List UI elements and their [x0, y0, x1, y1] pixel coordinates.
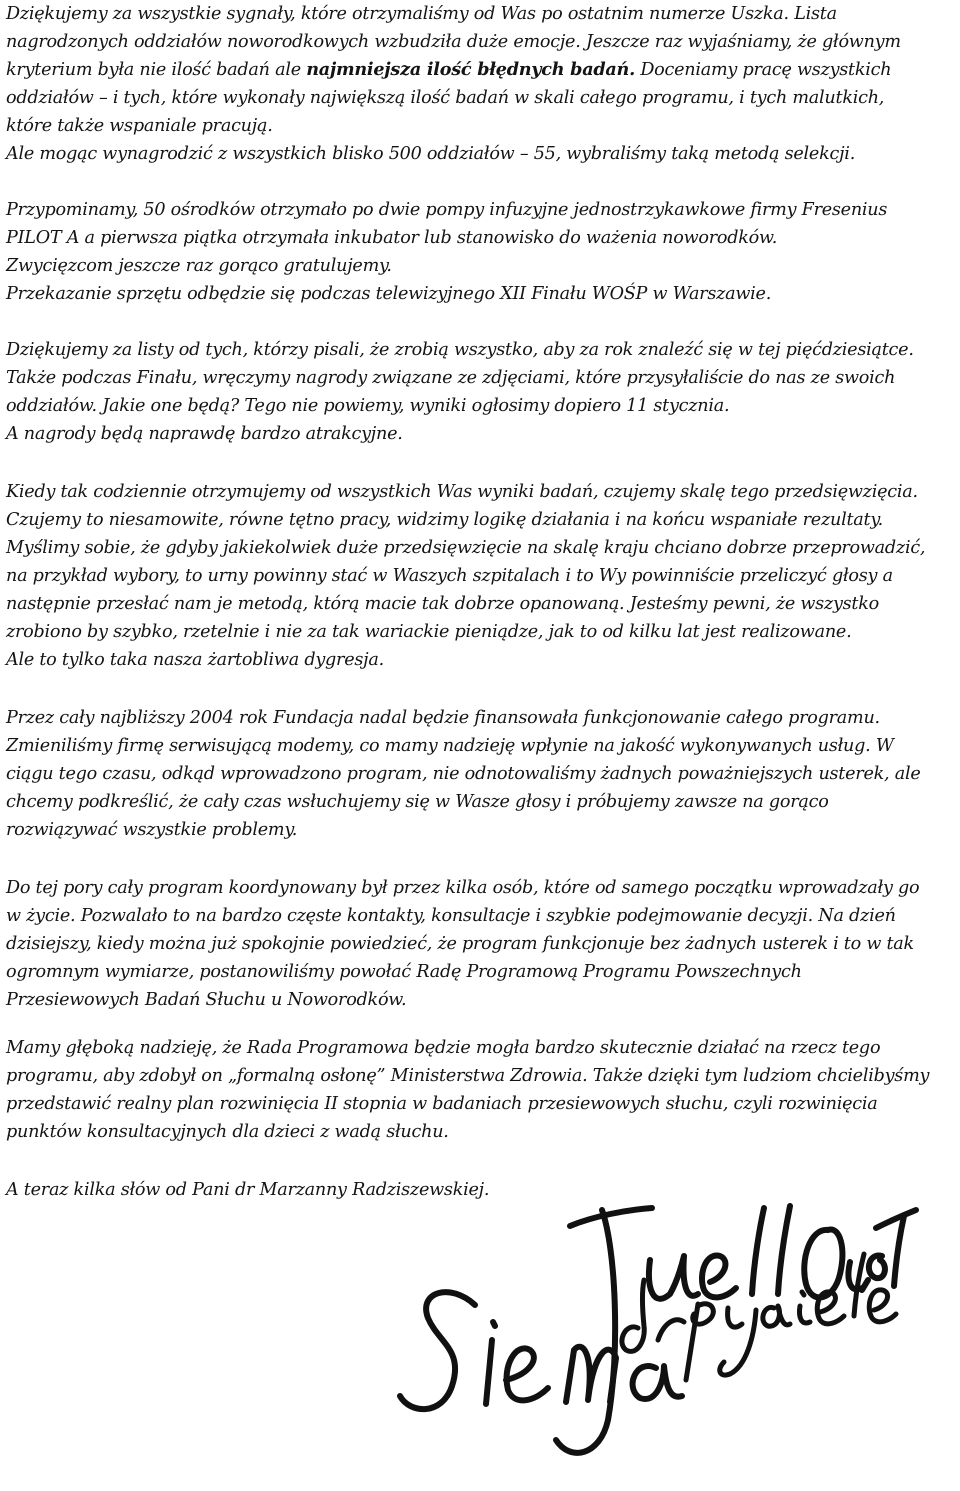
- signature-stroke: [876, 1210, 916, 1228]
- signature-stroke: [702, 1256, 736, 1298]
- text-line: Przypominamy, 50 ośrodków otrzymało po dwie pompy infuzyjne jednostrzykawkowe firmy Fresenius: [6, 200, 888, 220]
- text-line: Dziękujemy za wszystkie sygnały, które otrzymaliśmy od Was po ostatnim numerze Uszka. Lista: [6, 4, 837, 24]
- signature-stroke: [486, 1340, 492, 1404]
- signature-stroke: [752, 1208, 764, 1294]
- text-line: Do tej pory cały program koordynowany był przez kilka osób, które od samego początku wprowadzały go: [6, 878, 920, 898]
- text-line: oddziałów. Jakie one będą? Tego nie powiemy, wyniki ogłosimy dopiero 11 stycznia.: [6, 396, 730, 416]
- signature-stroke: [493, 1322, 495, 1326]
- text-line: [6, 56, 891, 84]
- text-line: w życie. Pozwalało to na bardzo częste kontakty, konsultacje i szybkie podejmowanie decyzji. Na dzień: [6, 906, 896, 926]
- text-line: Dziękujemy za listy od tych, którzy pisali, że zrobią wszystko, aby za rok znaleźć się w tej pięćdziesiątce.: [6, 340, 914, 360]
- signature-drawing: [380, 1190, 920, 1480]
- text-line: Także podczas Finału, wręczymy nagrody związane ze zdjęciami, które przysyłaliście do nas ze swoich: [6, 368, 896, 388]
- signature-stroke: [862, 1280, 868, 1290]
- text-line: Myślimy sobie, że gdyby jakiekolwiek duże przedsięwzięcie na skalę kraju chciano dobrze przeprowadzić,: [6, 538, 926, 558]
- text-line: ogromnym wymiarze, postanowiliśmy powołać Radę Programową Programu Powszechnych: [6, 962, 802, 982]
- text-line: Przekazanie sprzętu odbędzie się podczas telewizyjnego XII Finału WOŚP w Warszawie.: [6, 284, 772, 304]
- text-line: Przesiewowych Badań Słuchu u Noworodków.: [6, 990, 407, 1010]
- signature-stroke: [804, 1230, 842, 1298]
- text-line: zrobiono by szybko, rzetelnie i nie za tak wariackie pieniądze, jak to od kilku lat jest realizowane.: [6, 622, 852, 642]
- text-line: Ale to tylko taka nasza żartobliwa dygresja.: [6, 650, 384, 670]
- handwritten-signature-icon: [380, 1190, 920, 1480]
- signature-stroke: [556, 1210, 615, 1453]
- text-line: Zwycięzcom jeszcze raz gorąco gratulujemy.: [6, 256, 392, 276]
- signature-stroke: [506, 1348, 548, 1400]
- text-run: Doceniamy pracę wszystkich: [634, 60, 892, 80]
- text-line: punktów konsultacyjnych dla dzieci z wadą słuchu.: [6, 1122, 449, 1142]
- text-line: Czujemy to niesamowite, równe tętno pracy, widzimy logikę działania i na końcu wspaniałe rezultaty.: [6, 510, 884, 530]
- signature-stroke: [799, 1306, 810, 1323]
- bold-emphasis: najmniejsza ilość błędnych badań.: [306, 59, 635, 80]
- text-line: które także wspaniale pracują.: [6, 116, 273, 136]
- text-line: nagrodzonych oddziałów noworodkowych wzbudziła duże emocje. Jeszcze raz wyjaśniamy, że głównym: [6, 32, 901, 52]
- text-line: Ale mogąc wynagrodzić z wszystkich blisko 500 oddziałów – 55, wybraliśmy taką metodą selekcji.: [6, 144, 856, 164]
- signature-stroke: [649, 1256, 698, 1299]
- text-line: ciągu tego czasu, odkąd wprowadzono program, nie odnotowaliśmy żadnych poważniejszych usterek, ale: [6, 764, 921, 784]
- text-line: programu, aby zdobył on „formalną osłonę” Ministerstwa Zdrowia. Także dzięki tym ludziom chcielibyśmy: [6, 1066, 930, 1086]
- text-line: A teraz kilka słów od Pani dr Marzanny Radziszewskiej.: [6, 1180, 490, 1200]
- text-line: dzisiejszy, kiedy można już spokojnie powiedzieć, że program funkcjonuje bez żadnych usterek i to w tak: [6, 934, 914, 954]
- text-line: Kiedy tak codziennie otrzymujemy od wszystkich Was wyniki badań, czujemy skalę tego przedsięwzięcia.: [6, 482, 918, 502]
- signature-stroke: [802, 1292, 804, 1295]
- signature-stroke: [633, 1366, 682, 1399]
- signature-stroke: [720, 1310, 756, 1375]
- text-line: A nagrody będą naprawdę bardzo atrakcyjne.: [6, 424, 403, 444]
- text-run: kryterium była nie ilość badań ale: [6, 60, 307, 80]
- signature-stroke: [894, 1216, 904, 1286]
- text-line: rozwiązywać wszystkie problemy.: [6, 820, 298, 840]
- text-line: na przykład wybory, to urny powinny stać w Waszych szpitalach i to Wy powinniście przeliczyć głosy a: [6, 566, 893, 586]
- signature-stroke: [570, 1208, 652, 1226]
- signature-stroke: [869, 1256, 885, 1279]
- text-line: oddziałów – i tych, które wykonały największą ilość badań w skali całego programu, i tych malutkich,: [6, 88, 885, 108]
- signature-stroke: [622, 1280, 644, 1351]
- signature-stroke: [658, 1320, 684, 1340]
- signature-stroke: [778, 1206, 790, 1294]
- text-line: Przez cały najbliższy 2004 rok Fundacja nadal będzie finansowała funkcjonowanie całego programu.: [6, 708, 880, 728]
- signature-stroke: [763, 1306, 790, 1326]
- text-line: PILOT A a pierwsza piątka otrzymała inkubator lub stanowisko do ważenia noworodków.: [6, 228, 778, 248]
- signature-stroke: [400, 1292, 475, 1409]
- signature-stroke: [728, 1308, 742, 1327]
- signature-stroke: [566, 1347, 616, 1402]
- signature-stroke: [686, 1304, 713, 1380]
- signature-stroke: [817, 1292, 844, 1324]
- text-line: następnie przesłać nam je metodą, którą macie tak dobrze opanowaną. Jesteśmy pewni, że wszystko: [6, 594, 880, 614]
- text-line: przedstawić realny plan rozwinięcia II stopnia w badaniach przesiewowych słuchu, czyli rozwinięcia: [6, 1094, 878, 1114]
- text-line: Zmieniliśmy firmę serwisującą modemy, co mamy nadzieję wpłynie na jakość wykonywanych usług. W: [6, 736, 894, 756]
- text-line: Mamy głęboką nadzieję, że Rada Programowa będzie mogła bardzo skutecznie działać na rzecz tego: [6, 1038, 881, 1058]
- signature-stroke: [869, 1290, 896, 1322]
- text-line: chcemy podkreślić, że cały czas wsłuchujemy się w Wasze głosy i próbujemy zawsze na gorąco: [6, 792, 829, 812]
